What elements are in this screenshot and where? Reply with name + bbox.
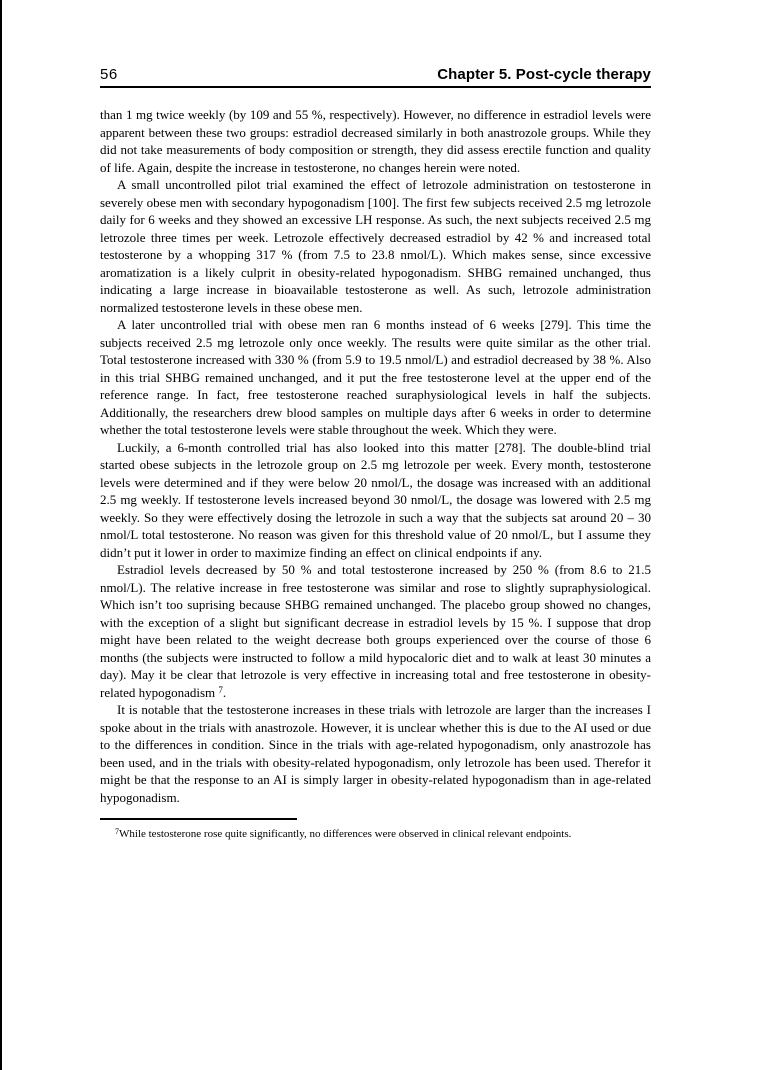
body-text	[100, 106, 651, 806]
footnote-reference: 7	[218, 684, 223, 695]
page-number: 56	[100, 66, 118, 83]
page-header	[100, 66, 651, 83]
paragraph-text: .	[222, 684, 227, 700]
page-left-edge-line	[0, 0, 2, 1070]
body-paragraph: A small uncontrolled pilot trial examined the effect of letrozole administration on testosterone in severely obese men with secondary hypogonadism [100]. The first few subjects received 2.5 mg letrozole daily for 6 weeks and they showed an excessive LH response. As such, the next subjects received 2.5 mg letrozole three times per week. Letrozole effectively decreased estradiol by 42 % and increased total testosterone by a whopping 317 % (from 7.5 to 23.8 nmol/L). Which makes sense, since excessive aromatization is a likely culprit in obesity-related hypogonadism. SHBG remained unchanged, thus indicating a large increase in bioavailable testosterone as well. As such, letrozole administration normalized testosterone levels in these obese men.	[100, 177, 651, 315]
body-paragraph	[100, 561, 651, 701]
body-paragraph: A later uncontrolled trial with obese men ran 6 months instead of 6 weeks [279]. This time the subjects received 2.5 mg letrozole only once weekly. The results were quite similar as the other trial. Total testosterone increased with 330 % (from 5.9 to 19.5 nmol/L) and estradiol decreased by 38 %. Also in this trial SHBG remained unchanged, and it put the free testosterone level at the upper end of the reference range. In fact, free testosterone reached suraphysiological levels in half the subjects. Additionally, the researchers drew blood samples on multiple days after 6 weeks in order to determine whether the total testosterone levels were stable throughout the week. Which they were.	[100, 317, 651, 437]
body-paragraph: It is notable that the testosterone increases in these trials with letrozole are larger than the increases I spoke about in the trials with anastrozole. However, it is unclear whether this is due to the AI used or due to the differences in condition. Since in the trials with age-related hypogonadism, only anastrozole has been used, and in the trials with obesity-related hypogonadism, only letrozole has been used. Therefor it might be that the response to an AI is simply larger in obesity-related hypogonadism than in age-related hypogonadism.	[100, 702, 651, 805]
footnote	[100, 827, 651, 841]
page-content	[100, 66, 651, 841]
paragraph-text: Estradiol levels decreased by 50 % and total testosterone increased by 250 % (from 8.6 to 21.5 nmol/L). The relative increase in free testosterone was similar and rose to slightly supraphysiological. Which isn’t too suprising because SHBG remained unchanged. The placebo group showed no changes, with the exception of a slight but significant decrease in estradiol levels by 15 %. I suppose that drop might have been related to the weight decrease both groups experienced over the course of those 6 months (the subjects were instructed to follow a mild hypocaloric diet and to walk at least 30 minutes a day). May it be clear that letrozole is very effective in increasing total and free testosterone in obesity-related hypogonadism	[100, 562, 651, 700]
footnote-separator-rule	[100, 818, 297, 820]
footnote-text: While testosterone rose quite significantly, no differences were observed in clinical relevant endpoints.	[119, 827, 572, 840]
header-rule	[100, 86, 651, 88]
chapter-header-title: Chapter 5. Post-cycle therapy	[437, 66, 651, 83]
body-paragraph: Luckily, a 6-month controlled trial has also looked into this matter [278]. The double-blind trial started obese subjects in the letrozole group on 2.5 mg letrozole per week. Every month, testosterone levels were determined and if they were below 20 nmol/L, the dosage was increased with an additional 2.5 mg weekly. If testosterone levels increased beyond 30 nmol/L, the dosage was lowered with 2.5 mg weekly. So they were effectively dosing the letrozole in such a way that the subjects sat around 20 – 30 nmol/L total testosterone. No reason was given for this threshold value of 20 nmol/L, but I assume they didn’t put it lower in order to maximize finding an effect on clinical endpoints if any.	[100, 439, 651, 560]
body-paragraph: than 1 mg twice weekly (by 109 and 55 %, respectively). However, no difference in estradiol levels were apparent between these two groups: estradiol decreased similarly in both anastrozole groups. While they did not take measurements of body composition or strength, they did assess erectile function and quality of life. Again, despite the increase in testosterone, no changes herein were noted.	[100, 107, 651, 175]
footnote-marker: 7	[115, 826, 119, 836]
